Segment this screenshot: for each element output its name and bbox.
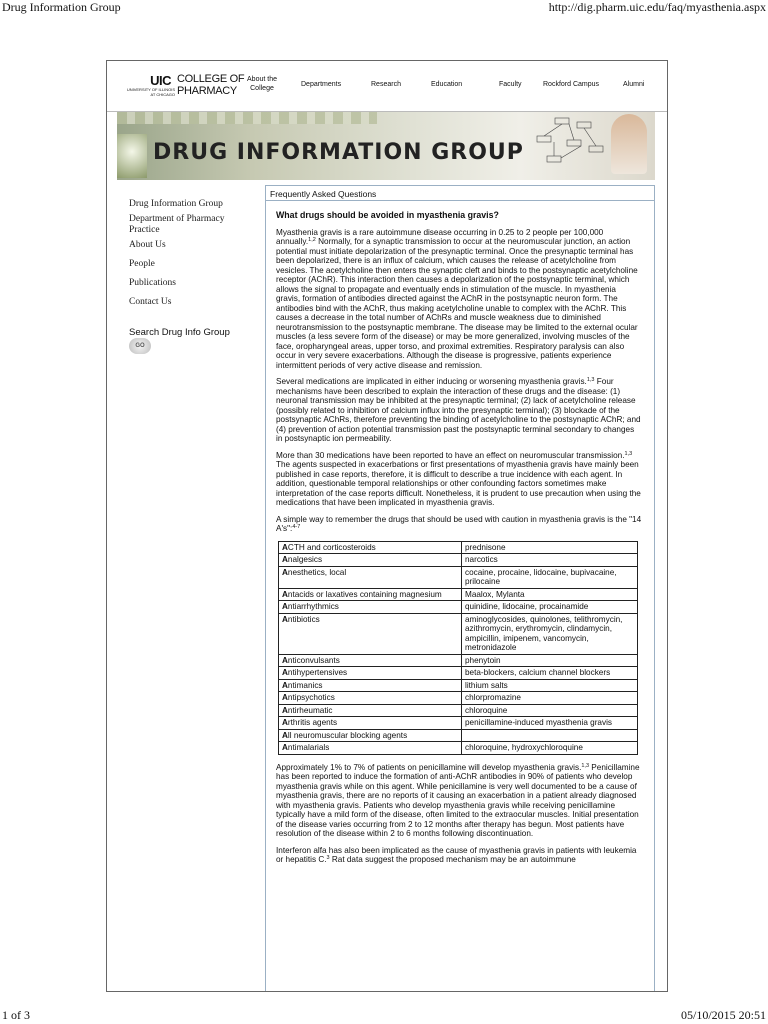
article-body (276, 211, 642, 872)
drug-class-rest: ntimalarials (287, 743, 330, 752)
drug-class-initial: A (282, 567, 288, 577)
drug-class-initial: A (282, 555, 288, 564)
logo-college (177, 73, 244, 97)
banner-shelf-image (117, 112, 377, 124)
search-go-button[interactable]: GO (129, 338, 151, 354)
drug-examples-cell: narcotics (462, 554, 638, 567)
table-row (279, 729, 638, 742)
drug-class-initial: A (282, 718, 288, 727)
logo-college-line: COLLEGE OF (177, 73, 245, 85)
print-header-title: Drug Information Group (2, 0, 121, 14)
drug-table (278, 541, 638, 755)
drug-class-rest: ntihypertensives (287, 668, 348, 677)
drug-class-initial: A (282, 589, 288, 599)
drug-class-rest: nalgesics (287, 555, 323, 564)
drug-class-initial: A (282, 542, 288, 552)
uic-pharmacy-logo[interactable] (125, 73, 244, 99)
drug-examples-cell: aminoglycosides, quinolones, telithromycin, azithromycin, erythromycin, clindamycin, ampicillin, imipenem, vancomycin, metronidazole (462, 613, 638, 654)
drug-class-cell (279, 613, 462, 654)
table-row (279, 613, 638, 654)
table-row (279, 717, 638, 730)
nav-alumni[interactable]: Alumni (623, 81, 645, 88)
print-footer-date: 05/10/2015 20:51 (680, 1008, 766, 1022)
drug-class-cell (279, 692, 462, 705)
banner-glass-image (117, 134, 147, 178)
drug-class-cell (279, 729, 462, 742)
drug-class-rest: ll neuromuscular blocking agents (287, 730, 408, 740)
drug-class-rest: CTH and corticosteroids (287, 542, 376, 552)
drug-examples-cell: prednisone (462, 541, 638, 554)
drug-class-cell (279, 588, 462, 601)
table-row (279, 601, 638, 614)
logo-uic: UIC (150, 73, 171, 88)
print-header-url: http://dig.pharm.uic.edu/faq/myasthenia.aspx (548, 0, 766, 14)
paragraph-3: More than 30 medications have been reported to have an effect on neuromuscular transmission.$^{1,3}$ The agents suspected in exacerbations or first presentations of myasthenia gravis have mainly been published in case reports, therefore, it is difficult to describe a true incidence with each agent. In addition, questionable temporal relationships or other confounding factors sometimes make interpretation of the case reports difficult. Nonetheless, it is prudent to use precaution when using the medications that have been implicated in myasthenia gravis. (276, 450, 641, 507)
table-row (279, 588, 638, 601)
drug-class-cell (279, 704, 462, 717)
drug-class-initial: A (282, 614, 288, 624)
logo-pharmacy-line: PHARMACY (177, 85, 237, 97)
sidebar-item-about-us[interactable]: About Us (129, 240, 166, 250)
sidebar-item-people[interactable]: People (129, 259, 155, 269)
paragraph-4: A simple way to remember the drugs that should be used with caution in myasthenia gravis is the "14 A's":$^{4-7}$ (276, 514, 642, 533)
banner-person-image (611, 114, 647, 174)
sidebar-item-drug-information-group[interactable]: Drug Information Group (129, 199, 223, 209)
drug-class-cell (279, 667, 462, 680)
drug-class-cell (279, 654, 462, 667)
nav-about-the-college[interactable]: About the College (247, 76, 277, 92)
drug-class-rest: ntirheumatic (287, 705, 333, 715)
drug-class-initial: A (282, 680, 288, 690)
drug-class-initial: A (282, 705, 288, 715)
drug-class-rest: ntibiotics (287, 614, 320, 624)
webpage-frame (106, 60, 668, 992)
print-footer-page: 1 of 3 (2, 1008, 30, 1022)
drug-class-initial: A (282, 655, 288, 665)
drug-examples-cell: lithium salts (462, 679, 638, 692)
drug-class-rest: ntipsychotics (287, 693, 335, 702)
table-row (279, 704, 638, 717)
drug-class-cell (279, 679, 462, 692)
drug-class-rest: nticonvulsants (287, 655, 340, 665)
drug-class-rest: rthritis agents (287, 718, 338, 727)
drug-examples-cell: penicillamine-induced myasthenia gravis (462, 717, 638, 730)
drug-examples-cell: chlorpromazine (462, 692, 638, 705)
drug-class-initial: A (282, 602, 288, 611)
drug-class-cell (279, 742, 462, 755)
top-navigation-bar (107, 61, 667, 112)
sidebar-item-department[interactable]: Department of Pharmacy Practice (129, 214, 225, 235)
drug-examples-cell: cocaine, procaine, lidocaine, bupivacaine, prilocaine (462, 566, 638, 588)
logo-uic-sub: UNIVERSITY OF ILLINOIS AT CHICAGO (126, 87, 175, 97)
drug-class-rest: nesthetics, local (287, 567, 347, 577)
table-row (279, 679, 638, 692)
paragraph-6: Interferon alfa has also been implicated as the cause of myasthenia gravis in patients with leukemia or hepatitis C.$^3$ Rat data suggest the proposed mechanism may be an autoimmune (276, 845, 637, 864)
drug-class-cell (279, 554, 462, 567)
drug-class-initial: A (282, 693, 288, 702)
table-row (279, 554, 638, 567)
drug-class-initial: A (282, 668, 288, 677)
drug-class-cell (279, 601, 462, 614)
table-row (279, 667, 638, 680)
table-row (279, 742, 638, 755)
drug-examples-cell (462, 729, 638, 742)
print-header (0, 0, 768, 16)
main-nav (243, 75, 663, 99)
drug-examples-cell: chloroquine (462, 704, 638, 717)
paragraph-5: Approximately 1% to 7% of patients on penicillamine will develop myasthenia gravis.$^{1,3}$ Penicillamine has been reported to induce the formation of anti-AChR antibodies in 90% of patients who develop myasthenia gravis while on this agent. While penicillamine is very well documented to be a cause of myasthenia gravis, there are no reports of it causing an exacerbation in a patient already diagnosed with myasthenia gravis. Patients who develop myasthenia gravis while receiving penicillamine typically have a mild form of the disease, often limited to the extraocular muscles. Initial presentation of the disease varies occurring from 2 to 12 months after therapy has begun. Most patients have resolution of the disease within 2 to 6 months following discontinuation. (276, 762, 640, 838)
nav-rockford-campus[interactable]: Rockford Campus (543, 81, 600, 88)
paragraph-1: Myasthenia gravis is a rare autoimmune disease occurring in 0.25 to 2 people per 100,000 annually.$^{1,2}$ Normally, for a synaptic transmission to occur at the neuromuscular junction, an action potential must initiate depolarization of the presynaptic terminal. Once the presynaptic terminal has been depolarized, there is an influx of calcium, which causes the release of acetylcholine from vesicles. The acetylcholine then enters the synaptic cleft and binds to the postsynaptic acetylcholine receptor (AChR). This interaction then causes a depolarization of the postsynaptic terminal, which allows the signal to propagate and eventually ends in stimulation of the muscle. In myasthenia gravis, formation of antibodies directed against the AChR in the postsynaptic neuron form. The antibodies bind with the AChR, thus making acetylcholine unable to complex with the AChR. This causes a decrease in the total number of AChRs and muscle weakness due to diminished neurotransmission to the postsynaptic membrane. The disease may be limited to the external ocular muscles (a less severe form of the disease) or may be more generalized, involving muscles of the face, oropharyngeal areas, upper torso, and proximal extremities. Respiratory paralysis can also occur in very severe exacerbations. Although the disease is progressive, patients experience intermittent periods of very active disease and remission. (276, 227, 638, 370)
table-row (279, 692, 638, 705)
drug-class-rest: ntiarrhythmics (287, 602, 339, 611)
drug-examples-cell: beta-blockers, calcium channel blockers (462, 667, 638, 680)
drug-class-cell (279, 541, 462, 554)
drug-examples-cell: chloroquine, hydroxychloroquine (462, 742, 638, 755)
drug-class-initial: A (282, 730, 288, 740)
question-heading: What drugs should be avoided in myasthenia gravis? (276, 210, 499, 220)
sidebar (129, 199, 249, 308)
drug-class-cell (279, 566, 462, 588)
sidebar-item-publications[interactable]: Publications (129, 278, 176, 288)
drug-class-rest: ntacids or laxatives containing magnesium (287, 589, 442, 599)
nav-research[interactable]: Research (371, 81, 401, 88)
banner-title: DRUG INFORMATION GROUP (153, 140, 524, 165)
paragraph-2: Several medications are implicated in either inducing or worsening myasthenia gravis.$^{1,3}$ Four mechanisms have been described to explain the interaction of these drugs and the disease: (1) neuronal transmission may be inhibited at the presynaptic terminal; (2) lack of acetylcholine release (possibly related to inhibition of calcium influx into the presynaptic terminal); (3) blockade of the postsynaptic AChRs, therefore preventing the binding of acetylcholine to the postsynaptic AChR; and (4) prevention of action potential transmission past the postsynaptic terminal secondary to changes in postsynaptic ion permeability. (276, 377, 641, 443)
banner (117, 112, 655, 180)
table-row (279, 566, 638, 588)
drug-examples-cell: Maalox, Mylanta (462, 588, 638, 601)
drug-examples-cell: phenytoin (462, 654, 638, 667)
main-content (265, 185, 655, 991)
table-row (279, 541, 638, 554)
search-label: Search Drug Info Group (129, 327, 230, 338)
drug-class-cell (279, 717, 462, 730)
table-row (279, 654, 638, 667)
drug-class-initial: A (282, 743, 288, 752)
nav-education[interactable]: Education (431, 81, 463, 88)
drug-examples-cell: quinidine, lidocaine, procainamide (462, 601, 638, 614)
sidebar-item-contact-us[interactable]: Contact Us (129, 297, 172, 307)
banner-diagram-image (517, 116, 617, 176)
nav-departments[interactable]: Departments (301, 81, 342, 88)
drug-class-rest: ntimanics (287, 680, 323, 690)
print-footer (0, 1006, 768, 1024)
nav-faculty[interactable]: Faculty (499, 81, 522, 88)
faq-tab[interactable]: Frequently Asked Questions (266, 185, 654, 201)
